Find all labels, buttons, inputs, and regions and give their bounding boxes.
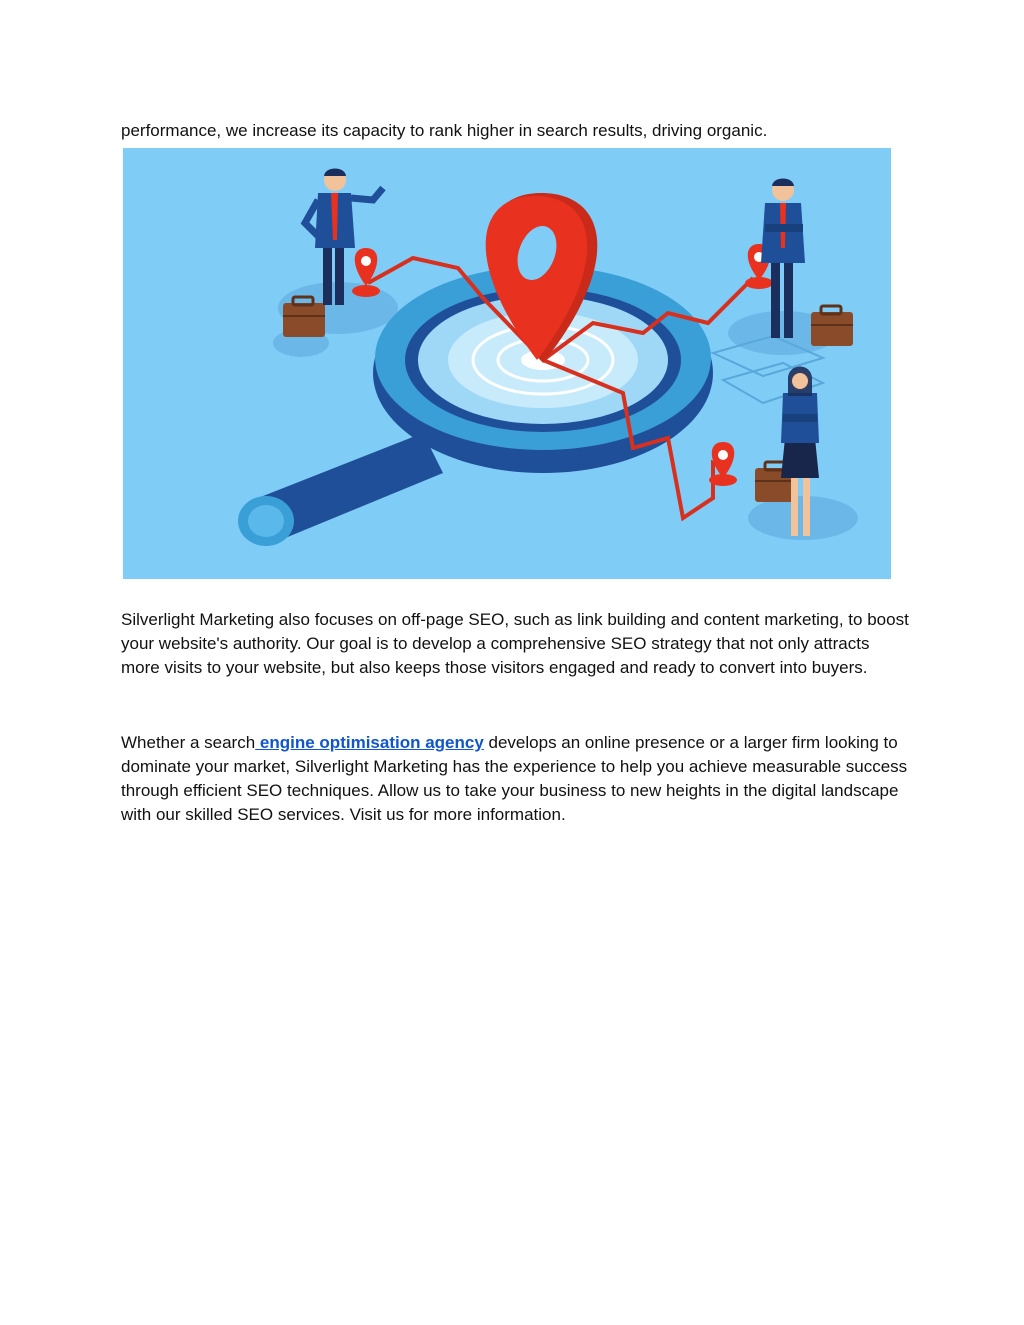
briefcase-right: [811, 306, 853, 346]
seo-illustration: [123, 148, 891, 579]
intro-line: performance, we increase its capacity to rank higher in search results, driving organic.: [121, 121, 768, 140]
briefcase-left: [283, 297, 325, 337]
engine-optimisation-agency-link[interactable]: engine optimisation agency: [255, 733, 484, 752]
closing-text-after-link: develops an online presence or a larger firm looking to dominate your market, Silverlight Marketing has the experience to help you achieve measurable success through efficient SEO techniques. Allow us to take your business to new heights in the digital landscape with our skilled SEO services. Visit us for more information.: [121, 733, 908, 824]
magnifier-handle: [238, 433, 443, 546]
closing-paragraph: [121, 731, 911, 827]
seo-illustration-svg: [123, 148, 891, 579]
small-pin-left: [352, 248, 380, 297]
offpage-seo-paragraph: Silverlight Marketing also focuses on off-page SEO, such as link building and content marketing, to boost your website's authority. Our goal is to develop a comprehensive SEO strategy that not only attracts more visits to your website, but also keeps those visitors engaged and ready to convert into buyers.: [121, 610, 909, 677]
closing-text-before-link: Whether a search: [121, 733, 256, 752]
